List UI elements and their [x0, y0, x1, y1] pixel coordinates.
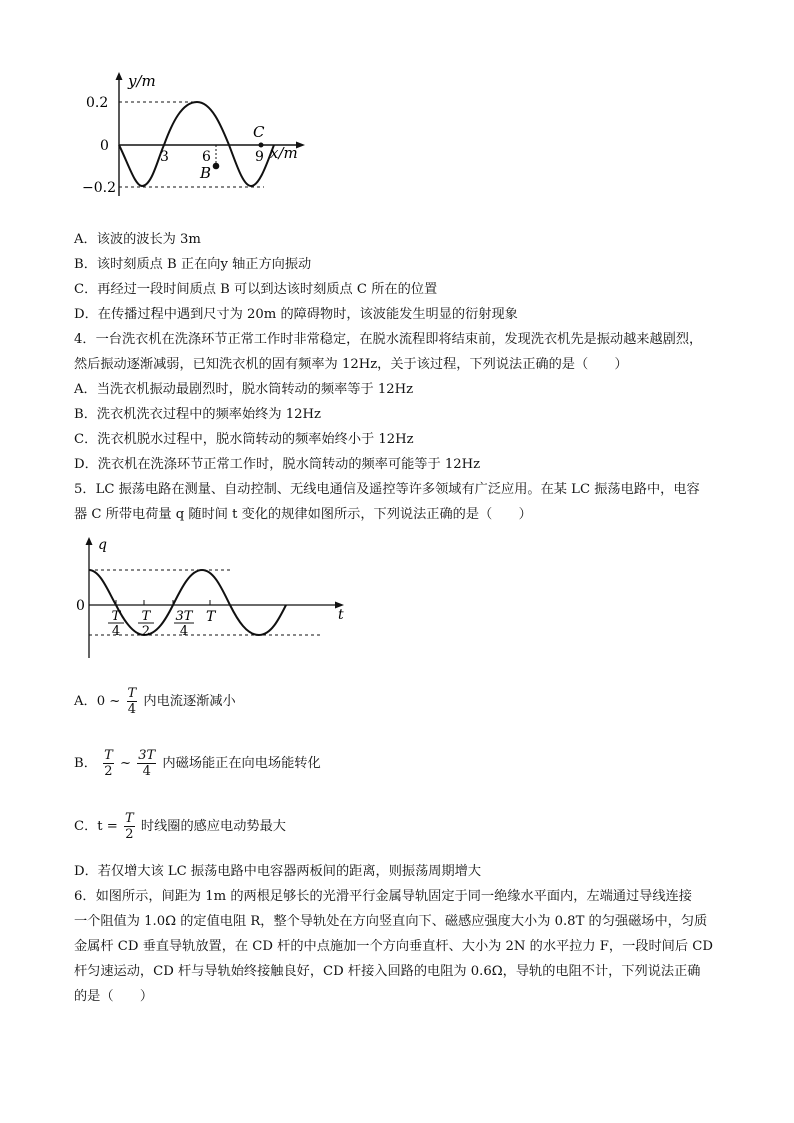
q5-option-c-suffix: 时线圈的感应电动势最大 — [140, 819, 286, 834]
lc-period-label: T — [206, 609, 216, 625]
q5-option-a-prefix: A．0 ~ — [74, 694, 121, 709]
q5-option-a-fraction — [127, 686, 138, 717]
wave-x-tick-6: 6 — [202, 149, 211, 165]
q5-option-a-num: T — [127, 686, 137, 701]
q6-line-3: 金属杆 CD 垂直导轨放置，在 CD 杆的中点施加一个方向垂直杆、大小为 2N 的水平拉力 F，一段时间后 CD — [74, 939, 713, 954]
q4-option-d: D．洗衣机在洗涤环节正常工作时，脱水筒转动的频率可能等于 12Hz — [74, 457, 481, 472]
q5-option-a-den: 4 — [127, 702, 137, 717]
q5-option-c-num: T — [125, 811, 134, 826]
wave-graph — [80, 68, 320, 203]
lc-y-label: q — [98, 537, 107, 553]
q6-line-5: 的是（ ） — [74, 989, 154, 1004]
q5-option-b-fraction-2 — [137, 748, 156, 779]
q5-stem-line-1: 5．LC 振荡电路在测量、自动控制、无线电通信及遥控等许多领域有广泛应用。在某 LC 振荡电路中，电容 — [74, 482, 700, 497]
point-b-label: B — [200, 164, 212, 182]
q5-option-b-num-1: T — [104, 748, 113, 763]
q5-option-b-den-2: 4 — [142, 764, 151, 779]
point-c-label: C — [253, 123, 265, 141]
q5-option-c-den: 2 — [125, 827, 134, 842]
q6-line-2: 一个阻值为 1.0Ω 的定值电阻 R，整个导轨处在方向竖直向下、磁感应强度大小为 0.8T 的匀强磁场中，匀质 — [74, 914, 708, 929]
q5-option-b-suffix: 内磁场能正在向电场能转化 — [162, 756, 321, 771]
wave-y-arrow — [116, 72, 123, 80]
q5-option-b-fraction-1 — [103, 748, 114, 779]
lc-zero-label: 0 — [76, 598, 85, 614]
q5-option-c-prefix: C．t = — [74, 819, 118, 834]
q5-option-b-den-1: 2 — [104, 764, 113, 779]
q5-option-c-fraction — [124, 811, 135, 842]
q3-option-c: C．再经过一段时间质点 B 可以到达该时刻质点 C 所在的位置 — [74, 282, 438, 297]
q4-option-c: C．洗衣机脱水过程中，脱水筒转动的频率始终小于 12Hz — [74, 432, 414, 447]
lc-x-label: t — [338, 607, 344, 623]
point-c-dot — [259, 143, 264, 148]
wave-y-bottom-label: −0.2 — [82, 180, 116, 196]
q5-option-b — [74, 748, 321, 779]
lc-frac-1-num: T — [111, 609, 121, 624]
wave-x-axis-label: x/m — [270, 144, 298, 162]
wave-y-top-label: 0.2 — [86, 95, 109, 111]
q5-option-b-prefix: B． — [74, 756, 97, 771]
q4-stem-line-2: 然后振动逐渐减弱，已知洗衣机的固有频率为 12Hz，关于该过程，下列说法正确的是（ ） — [74, 357, 628, 372]
q3-option-a: A．该波的波长为 3m — [74, 232, 201, 247]
wave-y-axis-label: y/m — [128, 72, 156, 90]
lc-frac-1-den: 4 — [111, 624, 121, 639]
q5-option-b-num-2: 3T — [138, 748, 156, 763]
point-b-dot — [213, 163, 220, 170]
q4-option-a: A．当洗衣机振动最剧烈时，脱水筒转动的频率等于 12Hz — [74, 382, 414, 397]
q3-option-b: B．该时刻质点 B 正在向y 轴正方向振动 — [74, 257, 312, 272]
q4-option-b: B．洗衣机洗衣过程中的频率始终为 12Hz — [74, 407, 321, 422]
lc-frac-2-num: T — [141, 609, 151, 624]
q6-line-4: 杆匀速运动，CD 杆与导轨始终接触良好，CD 杆接入回路的电阻为 0.6Ω，导轨的电阻不计，下列说法正确 — [74, 964, 701, 979]
q5-option-b-tilde: ~ — [119, 756, 132, 771]
wave-x-tick-9: 9 — [255, 149, 264, 165]
q5-option-c — [74, 811, 286, 842]
lc-frac-3-num: 3T — [175, 609, 193, 624]
q3-option-d: D．在传播过程中遇到尺寸为 20m 的障碍物时，该波能发生明显的衍射现象 — [74, 307, 518, 322]
wave-curve — [119, 102, 274, 186]
lc-frac-2-den: 2 — [141, 624, 151, 639]
q5-option-d: D．若仅增大该 LC 振荡电路中电容器两板间的距离，则振荡周期增大 — [74, 864, 482, 879]
q4-stem-line-1: 4．一台洗衣机在洗涤环节正常工作时非常稳定，在脱水流程即将结束前，发现洗衣机先是振动越来越剧烈， — [74, 332, 703, 347]
q5-option-a — [74, 686, 236, 717]
lc-frac-3-den: 4 — [179, 624, 189, 639]
lc-q-arrow — [86, 537, 93, 545]
wave-y-zero-label: 0 — [100, 138, 109, 154]
q5-option-a-suffix: 内电流逐渐减小 — [143, 694, 236, 709]
q5-stem-line-2: 器 C 所带电荷量 q 随时间 t 变化的规律如图所示，下列说法正确的是（ ） — [74, 507, 532, 522]
q6-line-1: 6．如图所示，间距为 1m 的两根足够长的光滑平行金属导轨固定于同一绝缘水平面内，左端通过导线连接 — [74, 889, 692, 904]
wave-x-tick-3: 3 — [160, 149, 169, 165]
lc-charge-graph — [72, 533, 362, 663]
